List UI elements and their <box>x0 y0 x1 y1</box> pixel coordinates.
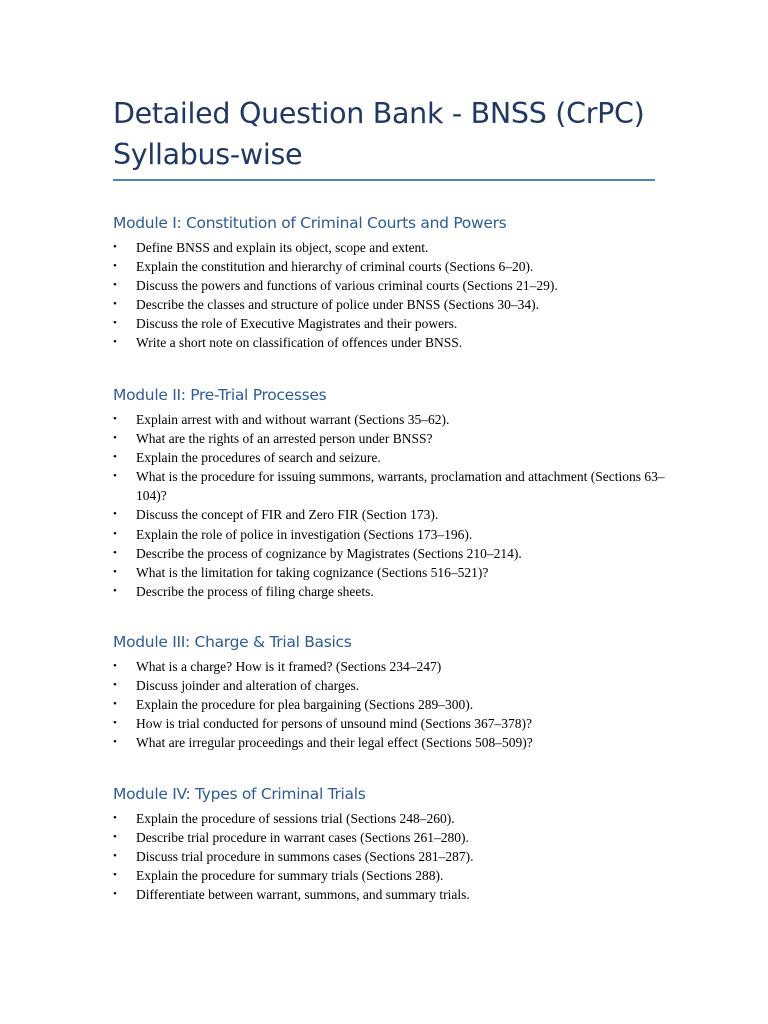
question-text: Describe the process of filing charge sheets. <box>136 583 374 599</box>
bullet-icon: • <box>113 298 117 311</box>
question-text: How is trial conducted for persons of unsound mind (Sections 367–378)? <box>136 716 532 732</box>
question-item <box>113 505 673 524</box>
bullet-icon: • <box>113 717 117 730</box>
question-text: Explain the procedure for plea bargaining (Sections 289–300). <box>136 697 474 713</box>
question-text: Define BNSS and explain its object, scope and extent. <box>136 240 429 255</box>
title-underline-rule <box>113 179 655 181</box>
question-item <box>113 238 673 257</box>
question-item <box>113 544 673 563</box>
question-item <box>113 257 673 276</box>
question-item <box>113 295 673 314</box>
question-list <box>113 238 673 353</box>
question-item <box>113 733 673 752</box>
bullet-icon: • <box>113 260 117 273</box>
bullet-icon: • <box>113 888 117 901</box>
question-item <box>113 809 673 828</box>
question-text: What are irregular proceedings and their legal effect (Sections 508–509)? <box>136 735 533 751</box>
bullet-icon: • <box>113 279 117 292</box>
question-text: Differentiate between warrant, summons, and summary trials. <box>136 887 470 903</box>
question-text: Explain the procedure for summary trials (Sections 288). <box>136 868 444 884</box>
question-list <box>113 657 673 752</box>
bullet-icon: • <box>113 812 117 824</box>
bullet-icon: • <box>113 432 117 445</box>
question-item <box>113 676 673 695</box>
module-heading: Module II: Pre-Trial Processes <box>113 386 327 404</box>
question-item <box>113 333 673 352</box>
question-text: Describe trial procedure in warrant cases (Sections 261–280). <box>136 830 469 846</box>
bullet-icon: • <box>113 584 117 597</box>
question-text: Describe the classes and structure of police under BNSS (Sections 30–34). <box>136 297 540 313</box>
question-item <box>113 714 673 733</box>
bullet-icon: • <box>113 317 117 330</box>
module-heading: Module III: Charge & Trial Basics <box>113 633 352 651</box>
question-list <box>113 809 673 904</box>
bullet-icon: • <box>113 527 117 540</box>
question-text: Discuss the role of Executive Magistrates and their powers. <box>136 316 458 332</box>
question-item <box>113 657 673 676</box>
bullet-icon: • <box>113 850 117 863</box>
question-item <box>113 885 673 904</box>
bullet-icon: • <box>113 241 117 253</box>
module-heading: Module I: Constitution of Criminal Courts and Powers <box>113 214 507 232</box>
question-text: What are the rights of an arrested person under BNSS? <box>136 431 433 447</box>
bullet-icon: • <box>113 336 117 349</box>
bullet-icon: • <box>113 413 117 425</box>
bullet-icon: • <box>113 831 117 844</box>
question-text: Explain the role of police in investigation (Sections 173–196). <box>136 526 473 542</box>
question-text: What is the procedure for issuing summons, warrants, proclamation and attachment (Sections 63–104)? <box>136 469 665 504</box>
question-text: Explain the constitution and hierarchy of criminal courts (Sections 6–20). <box>136 259 534 275</box>
question-item <box>113 314 673 333</box>
bullet-icon: • <box>113 470 117 483</box>
question-list <box>113 410 673 601</box>
question-text: Discuss the concept of FIR and Zero FIR (Section 173). <box>136 507 439 523</box>
module-section <box>113 632 673 752</box>
bullet-icon: • <box>113 660 117 672</box>
document-title: Detailed Question Bank - BNSS (CrPC) Syllabus-wise <box>113 97 645 171</box>
bullet-icon: • <box>113 679 117 692</box>
bullet-icon: • <box>113 546 117 559</box>
bullet-icon: • <box>113 451 117 464</box>
question-item <box>113 429 673 448</box>
bullet-icon: • <box>113 508 117 521</box>
bullet-icon: • <box>113 736 117 749</box>
question-item <box>113 448 673 467</box>
module-heading: Module IV: Types of Criminal Trials <box>113 785 366 803</box>
question-text: What is a charge? How is it framed? (Sections 234–247) <box>136 659 442 674</box>
question-item <box>113 695 673 714</box>
question-item <box>113 847 673 866</box>
module-section <box>113 784 673 904</box>
question-item <box>113 525 673 544</box>
question-item <box>113 582 673 601</box>
question-item <box>113 828 673 847</box>
bullet-icon: • <box>113 869 117 882</box>
question-text: What is the limitation for taking cognizance (Sections 516–521)? <box>136 564 489 580</box>
question-text: Describe the process of cognizance by Magistrates (Sections 210–214). <box>136 545 522 561</box>
question-item <box>113 866 673 885</box>
module-section <box>113 385 673 601</box>
question-text: Write a short note on classification of offences under BNSS. <box>136 335 463 351</box>
bullet-icon: • <box>113 565 117 578</box>
bullet-icon: • <box>113 698 117 711</box>
question-item <box>113 467 673 505</box>
question-item <box>113 563 673 582</box>
question-text: Discuss trial procedure in summons cases (Sections 281–287). <box>136 849 474 865</box>
question-text: Explain arrest with and without warrant (Sections 35–62). <box>136 412 450 427</box>
module-section <box>113 213 673 353</box>
question-item <box>113 410 673 429</box>
question-text: Discuss the powers and functions of various criminal courts (Sections 21–29). <box>136 278 558 294</box>
question-text: Discuss joinder and alteration of charges. <box>136 678 360 694</box>
question-text: Explain the procedures of search and seizure. <box>136 450 381 466</box>
question-text: Explain the procedure of sessions trial (Sections 248–260). <box>136 811 455 826</box>
question-item <box>113 276 673 295</box>
